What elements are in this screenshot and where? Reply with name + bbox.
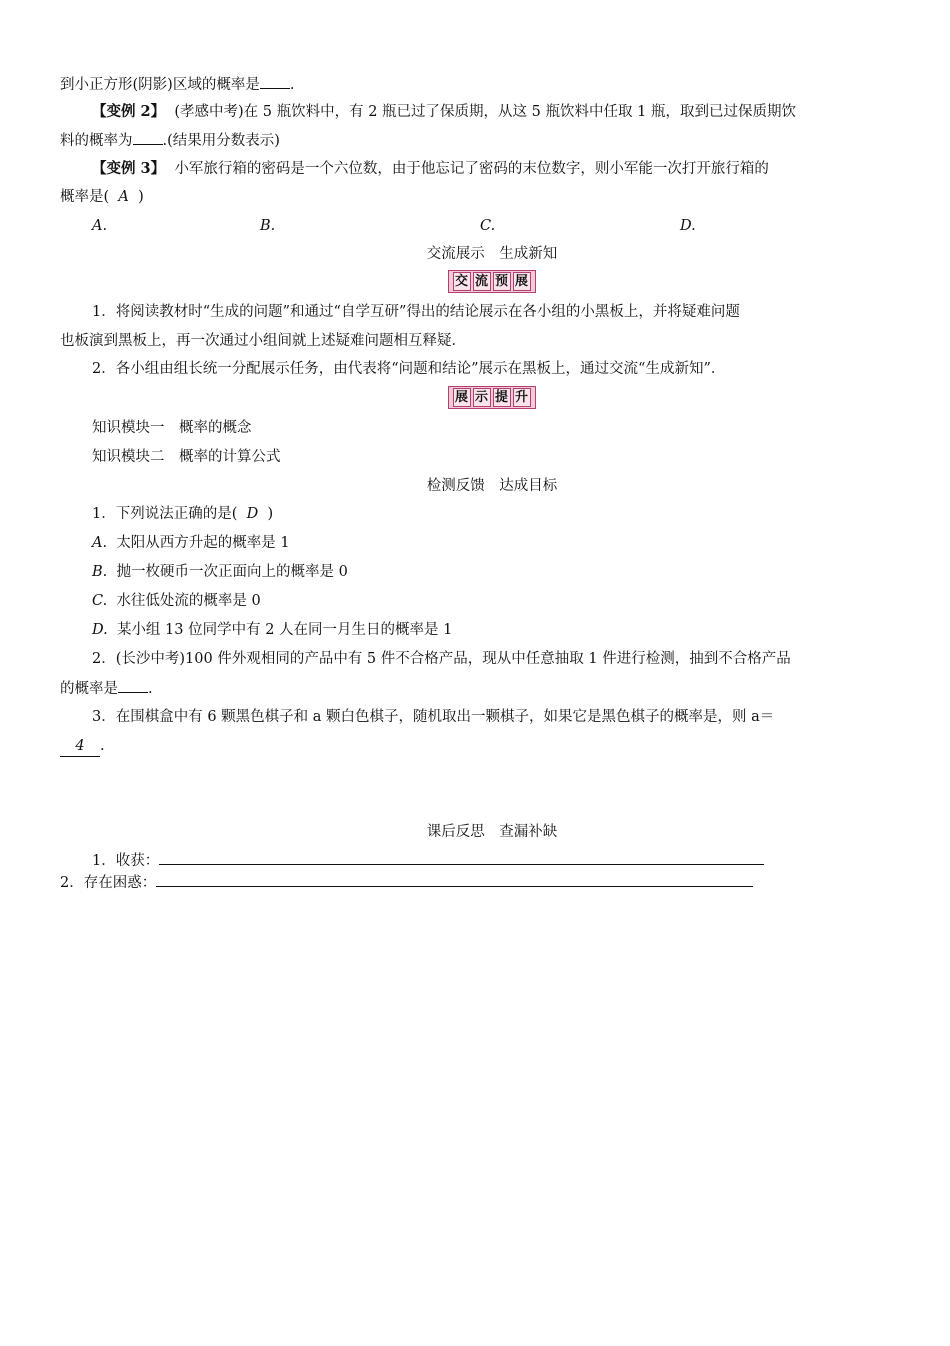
section1-title: 交流展示 生成新知 — [426, 246, 558, 262]
option-text: 某小组 13 位同学中有 2 人在同一月生日的概率是 1 — [116, 622, 453, 638]
answer-blank — [118, 678, 148, 693]
reflection-confusion — [60, 872, 753, 893]
variant3-option-a: A. — [92, 218, 108, 234]
question3-line1: 3．在围棋盒中有 6 颗黑色棋子和 a 颗白色棋子，随机取出一颗棋子，如果它是黑色棋子的概率是，则 a＝ — [92, 709, 775, 725]
variant2-tag: 【变例 2】 — [92, 103, 166, 120]
section3-title: 课后反思 查漏补缺 — [426, 824, 558, 840]
variant3-tag: 【变例 3】 — [92, 160, 166, 177]
badge-char: 升 — [515, 390, 530, 405]
option-letter: C. — [92, 593, 108, 609]
question1 — [92, 504, 273, 524]
answer-blank — [133, 130, 163, 145]
question1-text: 1．下列说法正确的是( — [92, 506, 238, 522]
badge-char: 提 — [495, 390, 510, 405]
question3-answer: 4 — [60, 736, 100, 757]
variant2-line2 — [60, 130, 280, 151]
confusion-label: 2．存在困惑： — [60, 875, 157, 891]
variant3-option-c: C. — [480, 218, 496, 234]
answer-blank — [260, 74, 290, 89]
badge-char: 交 — [454, 274, 469, 289]
variant3-answer: A — [118, 189, 129, 205]
question1-option-c — [92, 591, 261, 611]
section1-item2: 2．各小组由组长统一分配展示任务，由代表将“问题和结论”展示在黑板上，通过交流“生成新知”． — [92, 361, 726, 377]
intro-line — [60, 74, 294, 95]
badge-exchange-preview — [0, 270, 950, 293]
option-text: 抛一枚硬币一次正面向上的概率是 0 — [116, 564, 348, 580]
intro-end: . — [289, 77, 295, 93]
badge-char: 展 — [454, 390, 469, 405]
question2-text: 的概率是 — [60, 681, 118, 697]
question3-line2 — [60, 736, 105, 757]
variant2-line1 — [92, 102, 796, 122]
variant3-text-b-pre: 概率是( — [60, 189, 110, 205]
badge-char: 预 — [495, 274, 510, 289]
badge-display-improve — [0, 386, 950, 409]
gains-label: 1．收获： — [92, 853, 160, 869]
question2-line1: 2．(长沙中考)100 件外观相同的产品中有 5 件不合格产品，现从中任意抽取 1 件进行检测，抽到不合格产品 — [92, 651, 791, 667]
variant2-text-b-post: .(结果用分数表示) — [162, 133, 280, 149]
variant3-text-b-post: ) — [138, 189, 144, 205]
question1-option-d — [92, 620, 452, 640]
variant3-line1 — [92, 159, 769, 179]
option-letter: D. — [92, 622, 108, 638]
question1-close: ) — [267, 506, 274, 522]
confusion-line — [156, 872, 753, 887]
badge-char: 展 — [515, 274, 530, 289]
variant3-text-a: 小军旅行箱的密码是一个六位数，由于他忘记了密码的末位数字，则小军能一次打开旅行箱的 — [174, 161, 769, 177]
question1-answer: D — [246, 506, 259, 522]
question3-end: . — [100, 738, 105, 754]
reflection-gains — [92, 850, 764, 871]
variant3-option-d: D. — [680, 218, 696, 234]
question1-option-a — [92, 533, 290, 553]
question2-line2 — [60, 678, 153, 699]
variant2-text-b-pre: 料的概率为 — [60, 133, 133, 149]
section2-title: 检测反馈 达成目标 — [426, 478, 558, 494]
knowledge-module-1: 知识模块一 概率的概念 — [92, 420, 252, 436]
badge-char: 流 — [474, 274, 489, 289]
option-text: 水往低处流的概率是 0 — [116, 593, 261, 609]
intro-text: 到小正方形(阴影)区域的概率是 — [60, 77, 260, 93]
option-text: 太阳从西方升起的概率是 1 — [116, 535, 290, 551]
gains-line — [159, 850, 764, 865]
option-letter: A. — [92, 535, 108, 551]
question2-end: . — [148, 681, 153, 697]
section1-item1-line2: 也板演到黑板上，再一次通过小组间就上述疑难问题相互释疑． — [60, 333, 466, 349]
variant2-text-a: (孝感中考)在 5 瓶饮料中，有 2 瓶已过了保质期，从这 5 瓶饮料中任取 1 瓶，取到已过保质期饮 — [174, 104, 796, 120]
knowledge-module-2: 知识模块二 概率的计算公式 — [92, 449, 281, 465]
section1-item1-line1: 1．将阅读教材时“生成的问题”和通过“自学互研”得出的结论展示在各小组的小黑板上，并将疑难问题 — [92, 304, 740, 320]
badge-char: 示 — [474, 390, 489, 405]
question1-option-b — [92, 562, 348, 582]
variant3-option-b: B. — [260, 218, 276, 234]
option-letter: B. — [92, 564, 108, 580]
variant3-line2 — [60, 187, 144, 207]
